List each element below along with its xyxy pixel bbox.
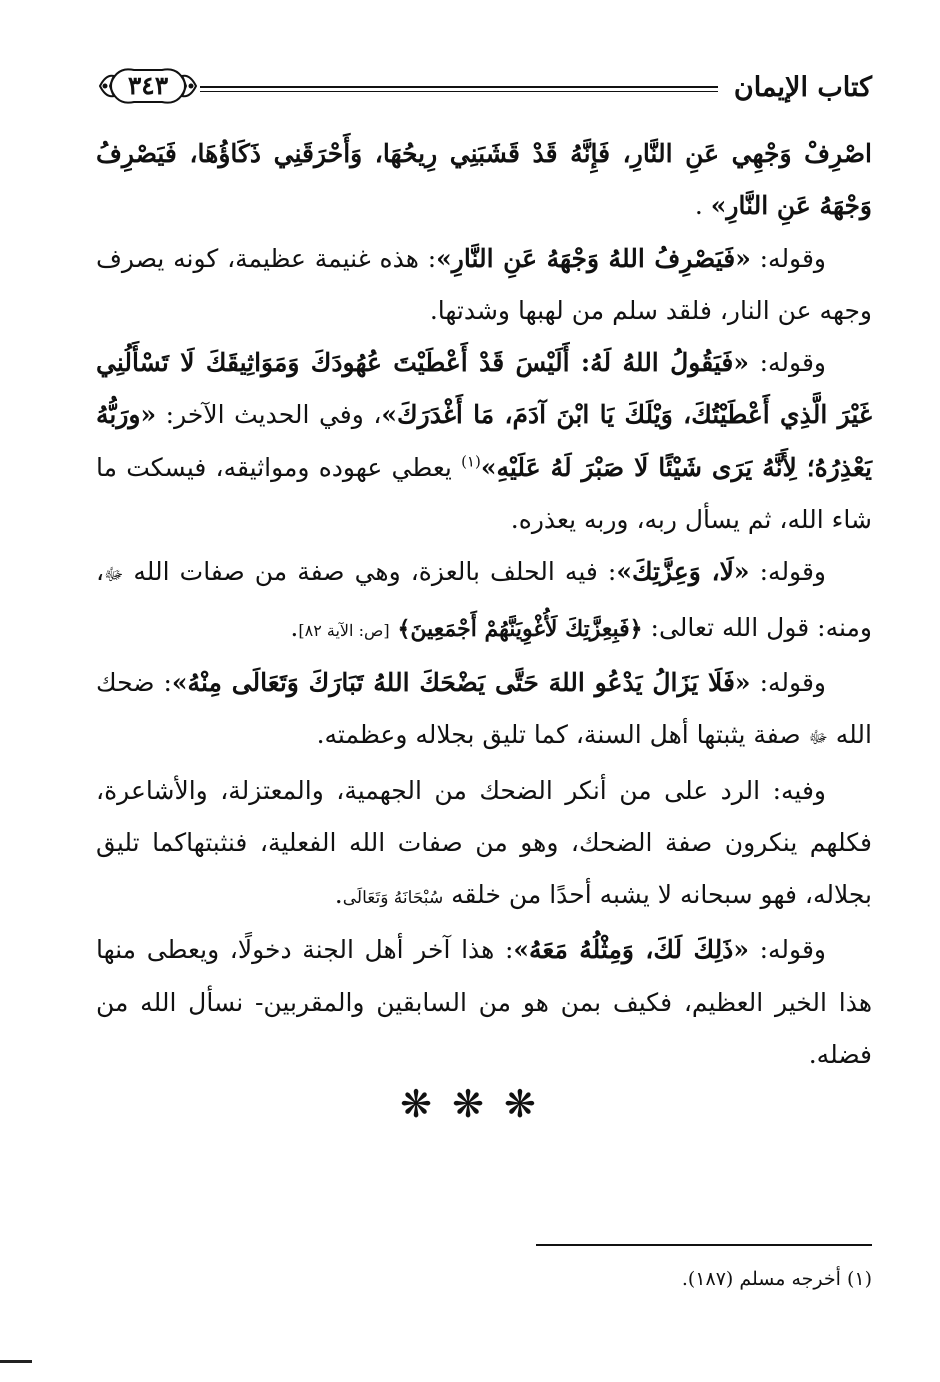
scan-margin-mark bbox=[0, 1360, 32, 1363]
hadith-quote: «فَيَقُولُ اللهُ لَهُ: أَلَيْسَ قَدْ أَعْطَيْتَ عُهُودَكَ وَمَوَاثِيقَكَ لَا تَسْأَلُنِي غَيْرَ الَّذِي أَعْطَيْتُكَ، وَيْلَكَ يَا ابْنَ آدَمَ، مَا أَغْدَرَكَ» bbox=[96, 348, 872, 430]
honorific-glyph: سُبْحَانَهُ وَتَعَالَى bbox=[342, 888, 444, 909]
commentary-text: وفيه: الرد على من أنكر الضحك من الجهمية، والمعتزلة، والأشاعرة، فكلهم ينكرون صفة الضحك، وهو من صفات الله الفعلية، فنثبتهاكما تليق بجلاله، فهو سبحانه لا يشبه أحدًا من خلقه bbox=[96, 775, 872, 910]
hadith-quote: «لَا، وَعِزَّتِكَ» bbox=[616, 557, 750, 587]
paragraph-covenants bbox=[96, 337, 872, 546]
honorific-glyph: ﷻ bbox=[104, 565, 124, 586]
commentary-text: . bbox=[334, 880, 343, 910]
page-number-frame bbox=[96, 60, 200, 112]
paragraph-continued bbox=[96, 128, 872, 233]
commentary-text: وقوله: bbox=[750, 667, 826, 697]
section-ornament-icon: ❋ ❋ ❋ bbox=[400, 1082, 540, 1126]
commentary-text: وقوله: bbox=[750, 243, 826, 273]
commentary-text: ، ومنه: قول الله تعالى: bbox=[96, 557, 872, 642]
commentary-text: وقوله: bbox=[749, 557, 826, 587]
hadith-quote: «فَلَا يَزَالُ يَدْعُو اللهَ حَتَّى يَضْحَكَ اللهُ تَبَارَكَ وَتَعَالَى مِنْهُ» bbox=[171, 667, 751, 697]
commentary-text: : هذا آخر أهل الجنة دخولًا، ويعطى منها هذا الخير العظيم، فكيف بمن هو من السابقين والمقربين- نسأل الله من فضله. bbox=[96, 935, 872, 1070]
hadith-quote: «فَيَصْرِفُ اللهُ وَجْهَهُ عَنِ النَّارِ» bbox=[436, 243, 751, 273]
footnote-rule bbox=[536, 1244, 872, 1246]
commentary-text: صفة يثبتها أهل السنة، كما تليق بجلاله وعظمته. bbox=[316, 720, 809, 750]
commentary-text bbox=[390, 613, 398, 642]
footnote: (١) أخرجه مسلم (١٨٧). bbox=[681, 1268, 872, 1290]
verse-reference: [ص: الآية ٨٢] bbox=[298, 620, 390, 640]
commentary-text: يعطي عهوده ومواثيقه، فيسكت ما شاء الله، ثم يسأل ربه، وربه يعذره. bbox=[96, 452, 872, 535]
paragraph-tenfold bbox=[96, 924, 872, 1081]
honorific-glyph: ﷻ bbox=[808, 728, 828, 749]
commentary-text: . bbox=[290, 612, 299, 642]
page-number: ٣٤٣ bbox=[127, 71, 169, 100]
commentary-text: . bbox=[694, 191, 711, 221]
running-head-title: كتاب الإيمان bbox=[733, 72, 872, 103]
hadith-quote: اصْرِفْ وَجْهِي عَنِ النَّارِ، فَإِنَّهُ قَدْ قَشَبَنِي رِيحُهَا، وَأَحْرَقَنِي ذَكَاؤُهَا، فَيَصْرِفُ وَجْهَهُ عَنِ النَّارِ» bbox=[96, 139, 872, 221]
commentary-text: : فيه الحلف بالعزة، وهي صفة من صفات الله bbox=[123, 557, 617, 587]
paragraph-refutation bbox=[96, 765, 872, 925]
quran-verse: ﴿فَبِعِزَّتِكَ لَأُغْوِيَنَّهُمْ أَجْمَعِينَ﴾ bbox=[397, 615, 643, 642]
commentary-text: : هذه غنيمة عظيمة، كونه يصرف وجهه عن النار، فلقد سلم من لهبها وشدتها. bbox=[96, 243, 872, 325]
paragraph-oath bbox=[96, 546, 872, 657]
header-rule bbox=[200, 86, 718, 92]
commentary-text: : ضحك الله bbox=[96, 667, 872, 750]
hadith-quote: «ذَلِكَ لَكَ، وَمِثْلُهُ مَعَهُ» bbox=[513, 935, 749, 965]
paragraph-face-turned bbox=[96, 233, 872, 338]
page-header bbox=[96, 58, 872, 118]
paragraph-laughter bbox=[96, 657, 872, 765]
footnote-marker: (١) bbox=[461, 452, 481, 471]
hadith-quote: «ورَبُّهُ يَعْذِرُهُ؛ لِأَنَّهُ يَرَى شَيْئًا لَا صَبْرَ لَهُ عَلَيْهِ» bbox=[96, 400, 872, 482]
commentary-text: وقوله: bbox=[748, 935, 826, 965]
page-body bbox=[96, 128, 872, 1081]
commentary-text: ، وفي الحديث الآخر: bbox=[156, 400, 382, 430]
commentary-text: وقوله: bbox=[748, 348, 826, 378]
